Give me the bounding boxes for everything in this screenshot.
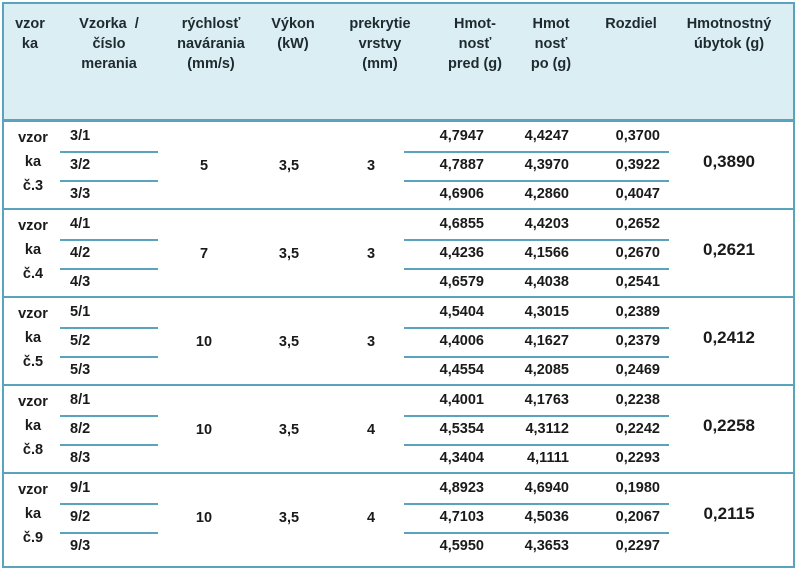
sample-number-cell: 9/3 — [70, 538, 91, 554]
difference-cell: 0,2297 — [615, 538, 660, 554]
sample-number-cell: 4/2 — [70, 245, 91, 261]
sample-number-cell: 9/2 — [70, 509, 91, 525]
difference-cell: 0,2541 — [615, 274, 660, 290]
mass-before-cell: 4,6906 — [439, 186, 484, 202]
mass-after-cell: 4,3653 — [524, 538, 569, 554]
mass-after-cell: 4,4038 — [524, 274, 569, 290]
row-divider — [404, 239, 669, 241]
power-cell: 3,5 — [278, 510, 300, 526]
row-divider — [404, 180, 669, 182]
header-difference: Rozdiel — [605, 16, 657, 32]
row-divider — [60, 503, 158, 505]
mass-before-cell: 4,6855 — [439, 216, 484, 232]
mass-before-cell: 4,6579 — [439, 274, 484, 290]
sample-group — [4, 474, 793, 562]
difference-cell: 0,2067 — [615, 509, 660, 525]
mass-before-cell: 4,5950 — [439, 538, 484, 554]
difference-cell: 0,2670 — [615, 245, 660, 261]
header-mass-before: Hmot- nosť pred (g) — [448, 16, 502, 72]
sample-group — [4, 210, 793, 298]
sample-group — [4, 386, 793, 474]
difference-cell: 0,2379 — [615, 333, 660, 349]
header-mass-after: Hmot nosť po (g) — [530, 16, 572, 72]
sample-number-cell: 3/1 — [70, 128, 91, 144]
mass-after-cell: 4,4247 — [524, 128, 569, 144]
mass-before-cell: 4,8923 — [439, 480, 484, 496]
row-divider — [60, 180, 158, 182]
mass-before-cell: 4,4001 — [439, 392, 484, 408]
row-divider — [404, 151, 669, 153]
row-divider — [60, 151, 158, 153]
sample-group — [4, 298, 793, 386]
speed-cell: 10 — [195, 422, 213, 438]
group-label: vzor ka č.8 — [18, 394, 48, 458]
header-mass-loss: Hmotnostný úbytok (g) — [686, 16, 772, 52]
mass-after-cell: 4,1566 — [524, 245, 569, 261]
mass-after-cell: 4,3970 — [524, 157, 569, 173]
difference-cell: 0,2389 — [615, 304, 660, 320]
sample-number-cell: 5/2 — [70, 333, 91, 349]
mass-before-cell: 4,5354 — [439, 421, 484, 437]
row-divider — [60, 268, 158, 270]
header-speed: rýchlosť navárania (mm/s) — [177, 16, 245, 72]
group-label: vzor ka č.4 — [18, 218, 48, 282]
mass-before-cell: 4,4236 — [439, 245, 484, 261]
mass-before-cell: 4,5404 — [439, 304, 484, 320]
sample-number-cell: 5/1 — [70, 304, 91, 320]
mass-before-cell: 4,4554 — [439, 362, 484, 378]
difference-cell: 0,3700 — [615, 128, 660, 144]
sample-number-cell: 3/3 — [70, 186, 91, 202]
difference-cell: 0,2652 — [615, 216, 660, 232]
mass-after-cell: 4,5036 — [524, 509, 569, 525]
mass-after-cell: 4,2085 — [524, 362, 569, 378]
group-label: vzor ka č.5 — [18, 306, 48, 370]
mass-after-cell: 4,1111 — [527, 450, 569, 466]
row-divider — [404, 503, 669, 505]
header-overlap: prekrytie vrstvy (mm) — [349, 16, 411, 72]
mass-loss-cell: 0,2258 — [703, 416, 755, 435]
mass-loss-cell: 0,2115 — [703, 504, 755, 523]
header-power: Výkon (kW) — [271, 16, 315, 52]
mass-before-cell: 4,7887 — [439, 157, 484, 173]
sample-number-cell: 4/3 — [70, 274, 91, 290]
mass-after-cell: 4,2860 — [524, 186, 569, 202]
group-label: vzor ka č.3 — [18, 130, 48, 194]
overlap-cell: 3 — [366, 334, 376, 350]
row-divider — [404, 268, 669, 270]
row-divider — [60, 415, 158, 417]
mass-after-cell: 4,3015 — [524, 304, 569, 320]
row-divider — [60, 327, 158, 329]
sample-number-cell: 5/3 — [70, 362, 91, 378]
overlap-cell: 3 — [366, 246, 376, 262]
speed-cell: 5 — [199, 158, 209, 174]
mass-before-cell: 4,3404 — [439, 450, 484, 466]
row-divider — [404, 415, 669, 417]
mass-loss-cell: 0,2621 — [703, 240, 755, 259]
mass-loss-cell: 0,2412 — [703, 328, 755, 347]
sample-number-cell: 3/2 — [70, 157, 91, 173]
header-sample-number: Vzorka / číslo merania — [79, 16, 139, 72]
row-divider — [60, 532, 158, 534]
power-cell: 3,5 — [278, 334, 300, 350]
power-cell: 3,5 — [278, 246, 300, 262]
power-cell: 3,5 — [278, 158, 300, 174]
speed-cell: 10 — [195, 510, 213, 526]
speed-cell: 10 — [195, 334, 213, 350]
sample-number-cell: 8/3 — [70, 450, 91, 466]
row-divider — [404, 532, 669, 534]
header-sample-group: vzor ka — [15, 16, 45, 52]
difference-cell: 0,4047 — [615, 186, 660, 202]
speed-cell: 7 — [199, 246, 209, 262]
mass-after-cell: 4,4203 — [524, 216, 569, 232]
difference-cell: 0,2238 — [615, 392, 660, 408]
overlap-cell: 4 — [366, 422, 376, 438]
mass-after-cell: 4,3112 — [525, 421, 569, 437]
overlap-cell: 4 — [366, 510, 376, 526]
sample-number-cell: 8/1 — [70, 392, 91, 408]
difference-cell: 0,2293 — [615, 450, 660, 466]
mass-after-cell: 4,6940 — [524, 480, 569, 496]
power-cell: 3,5 — [278, 422, 300, 438]
sample-number-cell: 4/1 — [70, 216, 91, 232]
mass-before-cell: 4,7103 — [439, 509, 484, 525]
difference-cell: 0,3922 — [615, 157, 660, 173]
overlap-cell: 3 — [366, 158, 376, 174]
table-header — [4, 4, 793, 122]
difference-cell: 0,1980 — [615, 480, 660, 496]
mass-after-cell: 4,1627 — [524, 333, 569, 349]
row-divider — [404, 444, 669, 446]
sample-group — [4, 122, 793, 210]
row-divider — [60, 356, 158, 358]
row-divider — [60, 444, 158, 446]
sample-number-cell: 9/1 — [70, 480, 91, 496]
difference-cell: 0,2469 — [615, 362, 660, 378]
mass-loss-cell: 0,3890 — [703, 152, 755, 171]
mass-before-cell: 4,4006 — [439, 333, 484, 349]
row-divider — [60, 239, 158, 241]
row-divider — [404, 327, 669, 329]
mass-after-cell: 4,1763 — [524, 392, 569, 408]
difference-cell: 0,2242 — [615, 421, 660, 437]
row-divider — [404, 356, 669, 358]
group-label: vzor ka č.9 — [18, 482, 48, 546]
sample-number-cell: 8/2 — [70, 421, 91, 437]
mass-before-cell: 4,7947 — [439, 128, 484, 144]
